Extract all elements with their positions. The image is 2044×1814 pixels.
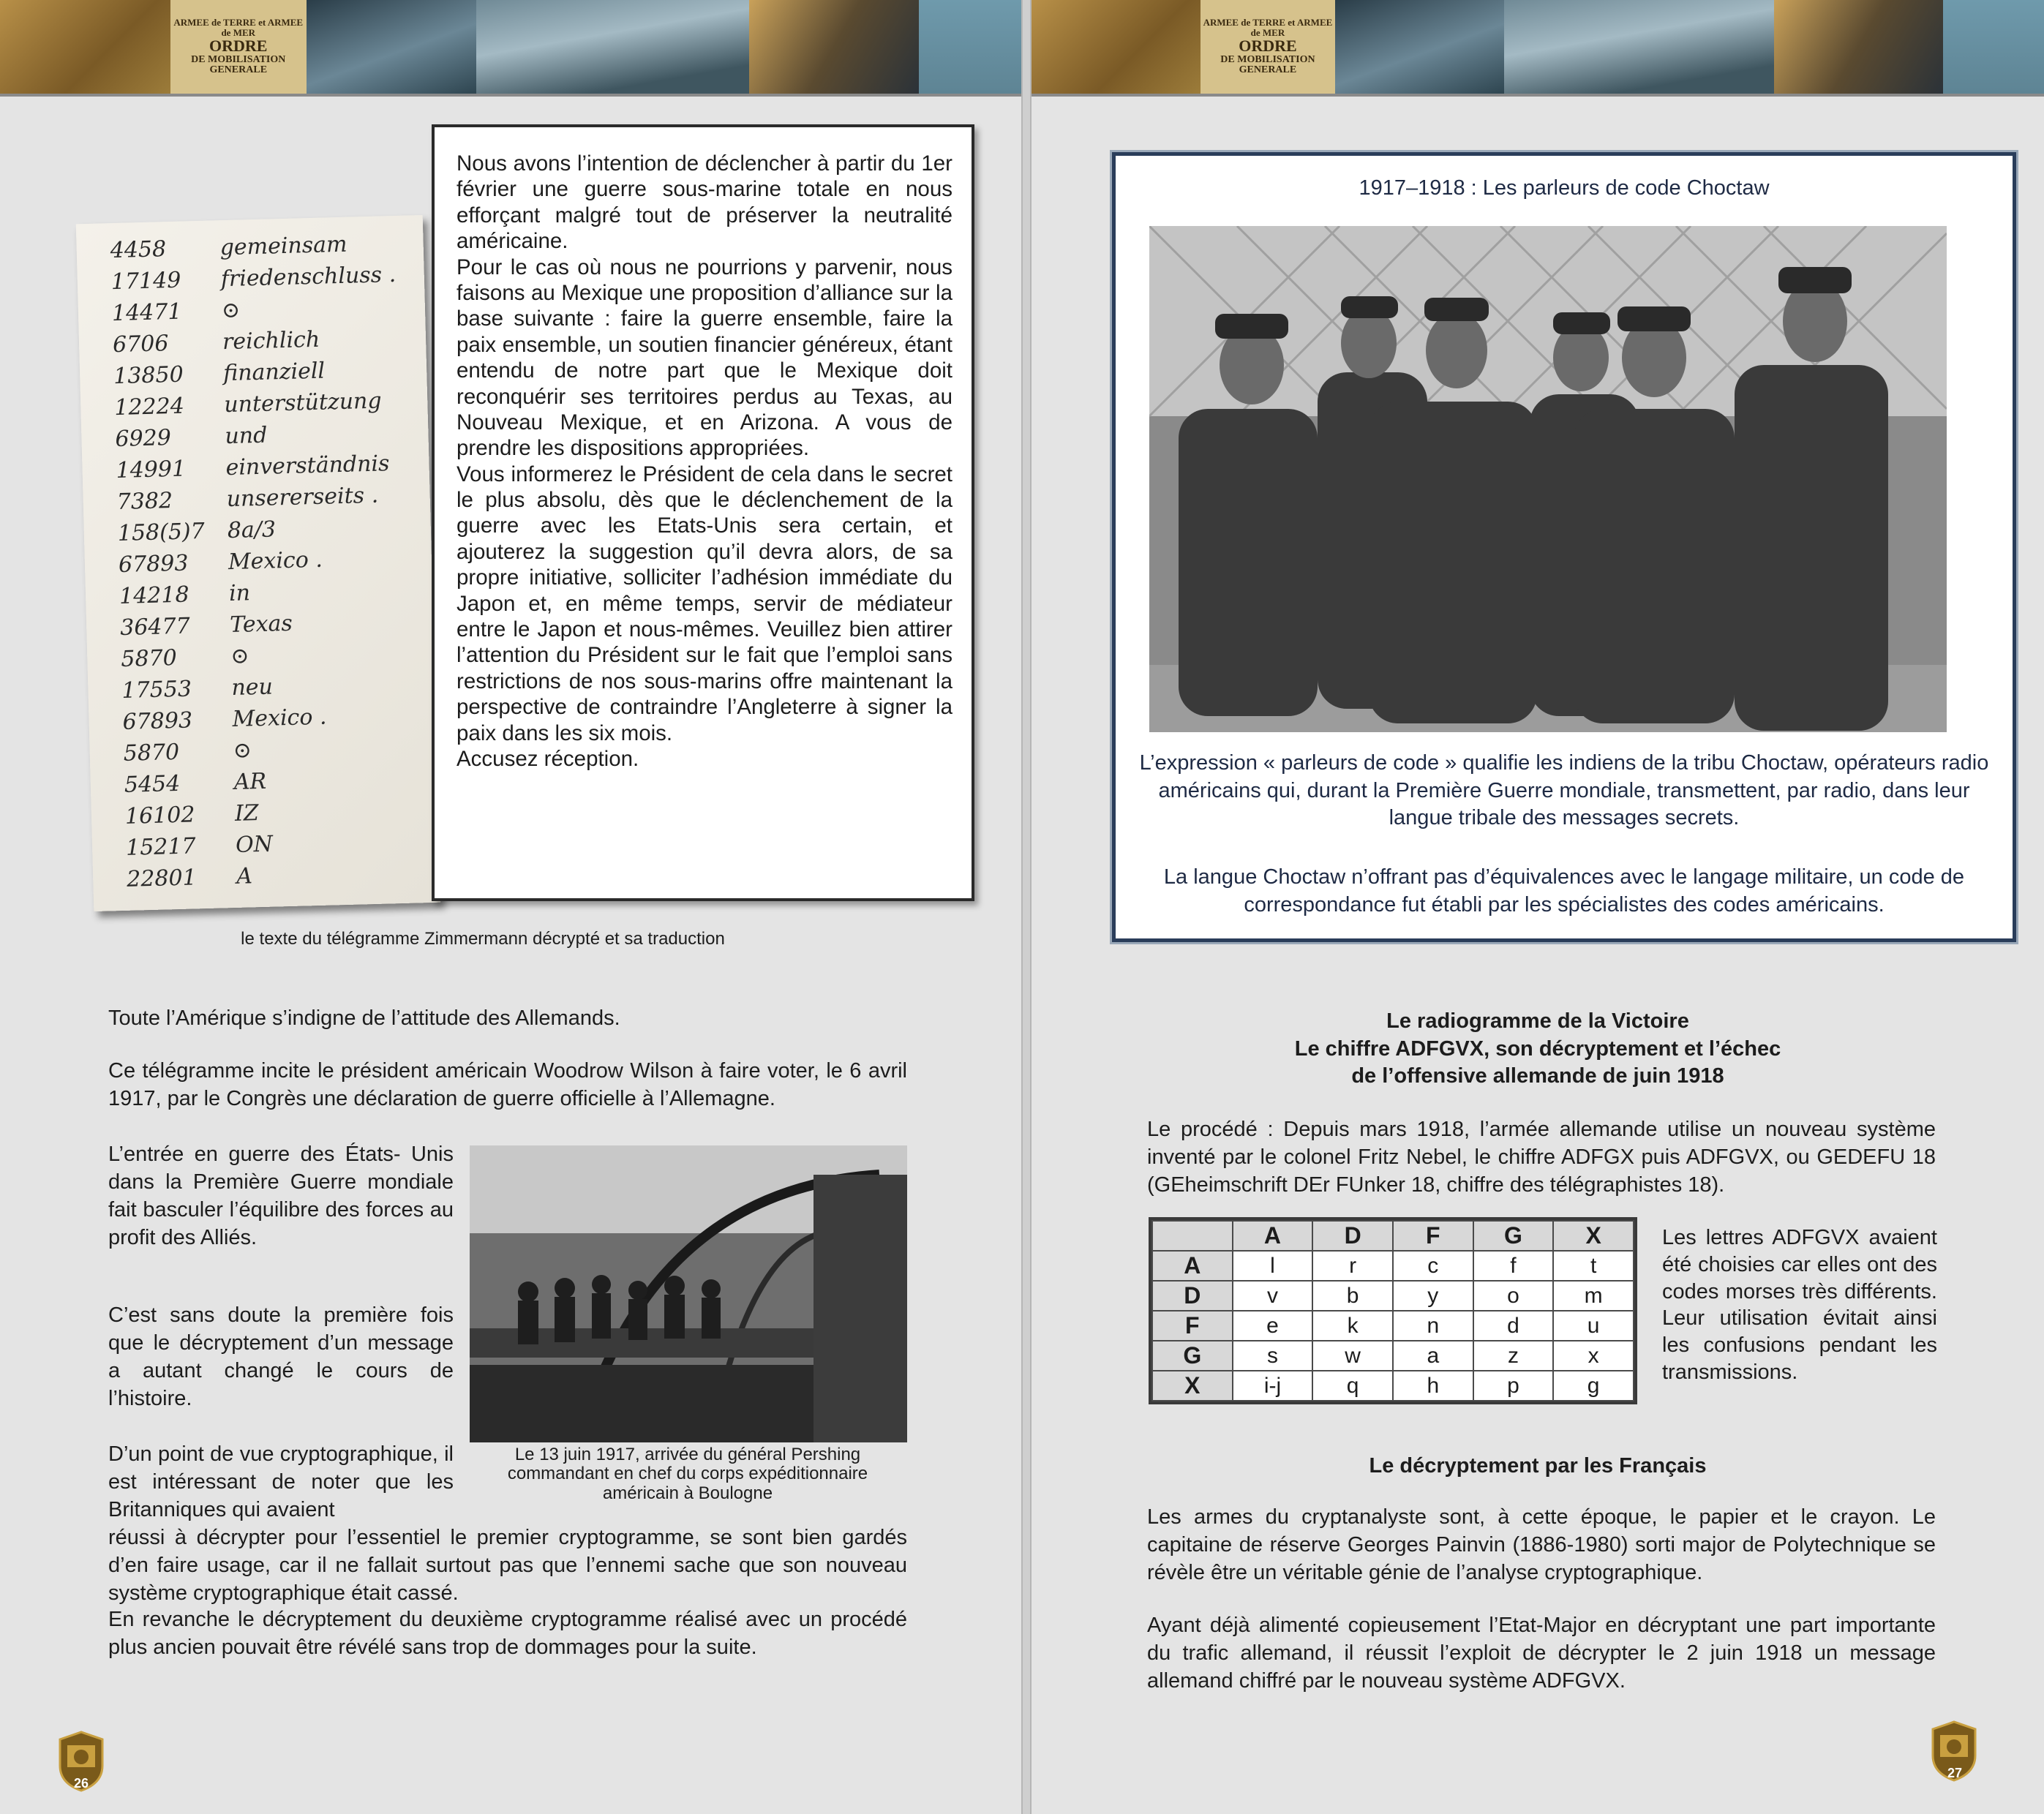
paragraph-revanche: En revanche le décryptement du deuxième cryptogramme réalisé avec un procédé plus ancien pouvait être révélé sans trop de dommages pour la suite. [108, 1608, 907, 1659]
grid-cell: a [1393, 1341, 1473, 1371]
telegram-row [113, 388, 382, 421]
translation-para-4: Accusez réception. [456, 746, 639, 771]
grid-row-header: D [1152, 1281, 1233, 1311]
telegram-row [123, 737, 252, 767]
choctaw-box-title: 1917–1918 : Les parleurs de code Choctaw [1359, 176, 1770, 200]
banner-sky-photo [919, 0, 1021, 94]
ordre-title-text-right: ORDRE [1239, 37, 1297, 56]
telegram-code: 13850 [113, 361, 184, 390]
banner-desk-photo-right [1335, 0, 1504, 94]
grid-cell: i-j [1233, 1371, 1313, 1401]
ordre-sub-text-right: DE MOBILISATION GENERALE [1220, 53, 1315, 76]
page-number-left: 26 [74, 1776, 89, 1791]
telegram-code: 14218 [119, 582, 189, 609]
telegram-image [76, 215, 440, 911]
telegram-caption: le texte du télégramme Zimmermann décrypté et sa traduction [241, 929, 725, 949]
right-page [1032, 0, 2044, 1814]
telegram-word: ⊙ [230, 643, 249, 670]
paragraph-premiere-fois: C’est sans doute la première fois que le décryptement d’un message a autant changé le cours de l’histoire. [108, 1303, 454, 1410]
grid-col-header: F [1393, 1221, 1473, 1251]
telegram-row [116, 451, 390, 484]
top-banner [0, 0, 1021, 97]
grid-cell: n [1393, 1311, 1473, 1341]
telegram-row [125, 831, 274, 861]
grid-col-header: X [1553, 1221, 1634, 1251]
telegram-row [115, 422, 268, 453]
paragraph-procede: Le procédé : Depuis mars 1918, l’armée allemande utilise un nouveau système inventé par le colonel Fritz Nebel, le chiffre ADFGX puis ADFGVX, ou GEDEFU 18 (GEheimschrift DEr FUnker 18, chiffre des télégraphistes 18). [1147, 1118, 1936, 1197]
telegram-code: 7382 [116, 488, 173, 516]
telegram-row [112, 326, 320, 358]
banner-mobilisation-poster [170, 0, 307, 94]
telegram-row [120, 643, 249, 672]
telegram-row [124, 800, 260, 829]
paragraph-wilson: Ce télégramme incite le président américain Woodrow Wilson à faire voter, le 6 avril 1917, par le Congrès une déclaration de guerre officielle à l’Allemagne. [108, 1059, 907, 1110]
grid-row-header: G [1152, 1341, 1233, 1371]
grid-cell: q [1312, 1371, 1393, 1401]
telegram-code: 12224 [113, 393, 185, 421]
telegram-row [116, 482, 379, 516]
telegram-word: gemeinsam [219, 231, 347, 261]
paragraph-cryptographique-end: réussi à décrypter pour l’essentiel le premier cryptogramme, se sont bien gardés d’en faire usage, car il ne fallait surtout pas que l’ennemi sache que son nouveau système cryptographique était cassé. [108, 1526, 907, 1605]
grid-row [1152, 1251, 1634, 1281]
banner-poster-image-right [1032, 0, 1201, 94]
paragraph-indignation: Toute l’Amérique s’indigne de l’attitude des Allemands. [108, 1006, 620, 1030]
telegram-row [111, 297, 241, 327]
grid-row-header: A [1152, 1251, 1233, 1281]
page-number-right: 27 [1947, 1766, 1963, 1780]
telegram-row [121, 674, 274, 704]
adfgvx-grid [1149, 1217, 1637, 1404]
top-banner-right [1032, 0, 2044, 97]
choctaw-caption-2: La langue Choctaw n’offrant pas d’équivalences avec le langage militaire, un code de correspondance fut établi par les spécialistes des codes américains. [1163, 865, 1965, 917]
paragraph-armes: Les armes du cryptanalyste sont, à cette époque, le papier et le crayon. Le capitaine de réserve Georges Painvin (1886-1980) sorti major de Polytechnique se révèle être un véritable génie de l’analyse cryptographique. [1147, 1505, 1936, 1584]
telegram-code: 5870 [120, 644, 178, 672]
grid-cell: f [1473, 1251, 1554, 1281]
heading-line-1: Le radiogramme de la Victoire [1386, 1009, 1689, 1033]
telegram-row [126, 863, 253, 892]
ordre-title-text: ORDRE [209, 37, 268, 56]
telegram-word: unterstützung [223, 388, 382, 418]
telegram-word: neu [230, 674, 274, 701]
left-page [0, 0, 1021, 1814]
grid-cell: m [1553, 1281, 1634, 1311]
grid-col-header: D [1312, 1221, 1393, 1251]
grid-corner-cell [1152, 1221, 1233, 1251]
telegram-word: Mexico . [228, 546, 323, 576]
choctaw-caption-1: L’expression « parleurs de code » qualifie les indiens de la tribu Choctaw, opérateurs radio américains qui, durant la Première Guerre mondiale, transmettent, par radio, dans leur langue tribale des messages secrets. [1139, 751, 1989, 830]
translation-para-3: Vous informerez le Président de cela dans le secret le plus absolu, dès que le déclenchement de la guerre avec les Etats-Unis sera certain, et ajouterez la suggestion qu’il devra alors, de sa propre initiative, solliciter l’adhésion immédiate du Japon et, en même temps, servir de médiateur entre le Japon et nous-mêmes. Veuillez bien attirer l’attention du Président sur le fait que l’emploi sans restrictions de nos sous-marins offre maintenant la perspective de contraindre l’Angleterre à signer la paix dans les six mois. [456, 462, 953, 745]
telegram-word: unsererseits . [226, 482, 379, 513]
grid-cell: u [1553, 1311, 1634, 1341]
telegram-code: 22801 [126, 865, 198, 892]
translation-box [432, 124, 974, 901]
telegram-code: 17149 [110, 267, 181, 296]
translation-para-2: Pour le cas où nous ne pourrions y parvenir, nous faisons au Mexique une proposition d’alliance sur la base suivante : faire la guerre ensemble, faire la paix ensemble, un soutien financier généreux, étant entendu de notre part que le Mexique doit reconquérir ses territoires perdus au Texas, au Nouveau Mexique, et en Arizona. A vous de prendre les dispositions appropriées. [456, 255, 953, 461]
adfgvx-table [1151, 1220, 1634, 1401]
grid-cell: s [1233, 1341, 1313, 1371]
grid-row-header: F [1152, 1311, 1233, 1341]
telegram-row [117, 516, 277, 547]
pershing-caption: Le 13 juin 1917, arrivée du général Pershing commandant en chef du corps expéditionnaire américain à Boulogne [507, 1445, 868, 1503]
telegram-row [124, 768, 267, 798]
telegram-code: 4458 [110, 236, 167, 264]
telegram-code: 6929 [115, 425, 172, 453]
grid-row [1152, 1311, 1634, 1341]
telegram-word: finanziell [222, 358, 326, 387]
banner-battlefield-photo-right [1504, 0, 1774, 94]
telegram-code: 36477 [119, 613, 191, 641]
grid-cell: k [1312, 1311, 1393, 1341]
telegram-word: ⊙ [233, 737, 252, 764]
telegram-code: 6706 [112, 331, 169, 358]
grid-cell: b [1312, 1281, 1393, 1311]
telegram-row [110, 231, 347, 264]
telegram-row [113, 358, 326, 390]
grid-row [1152, 1281, 1634, 1311]
telegram-word: Texas [229, 610, 293, 639]
grid-cell: y [1393, 1281, 1473, 1311]
ordre-sub-text: DE MOBILISATION GENERALE [191, 53, 286, 76]
telegram-row [110, 261, 397, 296]
ordre-top-text: ARMEE de TERRE et ARMEE de MER [173, 17, 304, 38]
telegram-word: und [224, 422, 268, 450]
telegram-row [119, 610, 293, 641]
book-gutter [1021, 0, 1032, 1814]
grid-note: Les lettres ADFGVX avaient été choisies car elles ont des codes morses très différents. Leur utilisation évitait ainsi les confusions pendant les transmissions. [1662, 1226, 1937, 1385]
paragraph-exploit: Ayant déjà alimenté copieusement l’Etat-Major en décryptant une part importante du trafic allemand, il réussit l’exploit de décrypter le 2 juin 1918 un message allemand chiffré par le nouveau système ADFGVX. [1147, 1614, 1936, 1693]
grid-cell: o [1473, 1281, 1554, 1311]
telegram-word: AR [233, 768, 267, 795]
grid-cell: t [1553, 1251, 1634, 1281]
telegram-word: A [236, 863, 253, 889]
telegram-word: einverständnis [225, 451, 390, 481]
subheading-francais: Le décryptement par les Français [1369, 1454, 1707, 1478]
telegram-word: in [228, 580, 251, 607]
telegram-code: 15217 [125, 833, 196, 861]
telegram-word: IZ [234, 800, 260, 827]
telegram-word: friedenschluss . [220, 261, 397, 293]
banner-poster-image [0, 0, 170, 94]
grid-cell: h [1393, 1371, 1473, 1401]
grid-cell: d [1473, 1311, 1554, 1341]
paragraph-cryptographique-start: D’un point de vue cryptographique, il est intéressant de noter que les Britanniques qui avaient [108, 1442, 454, 1521]
telegram-word: Mexico . [232, 704, 327, 732]
choctaw-soldiers-photo [1149, 226, 1947, 732]
telegram-word: 8a/3 [227, 516, 277, 544]
choctaw-box [1112, 152, 2016, 942]
grid-col-header: A [1233, 1221, 1313, 1251]
translation-para-1: Nous avons l’intention de déclencher à partir du 1er février une guerre sous-marine totale en nous efforçant malgré tout de préserver la neutralité américaine. [456, 151, 953, 254]
pershing-photo [470, 1145, 907, 1442]
banner-mobilisation-poster-right [1201, 0, 1336, 94]
telegram-word: reichlich [222, 326, 320, 355]
banner-desk-photo [307, 0, 477, 94]
telegram-row [122, 704, 327, 735]
banner-battlefield-photo [476, 0, 748, 94]
ordre-top-text-right: ARMEE de TERRE et ARMEE de MER [1203, 17, 1333, 38]
heading-line-2: Le chiffre ADFGVX, son décryptement et l’échec [1294, 1036, 1781, 1061]
grid-cell: v [1233, 1281, 1313, 1311]
grid-cell: r [1312, 1251, 1393, 1281]
grid-cell: c [1393, 1251, 1473, 1281]
telegram-code: 5870 [123, 739, 180, 767]
banner-sky-photo-right [1943, 0, 2044, 94]
grid-col-header: G [1473, 1221, 1554, 1251]
telegram-word: ON [235, 831, 274, 858]
telegram-row [119, 580, 251, 609]
section-heading [1032, 1008, 2044, 1091]
banner-soldiers-photo-right [1774, 0, 1943, 94]
telegram-row [118, 546, 323, 578]
telegram-code: 17553 [121, 676, 192, 704]
grid-cell: l [1233, 1251, 1313, 1281]
telegram-code: 158(5)7 [117, 518, 206, 547]
telegram-word: ⊙ [221, 297, 241, 324]
telegram-code: 67893 [118, 550, 189, 578]
telegram-code: 14471 [111, 298, 182, 327]
heading-line-3: de l’offensive allemande de juin 1918 [1351, 1064, 1724, 1088]
paragraph-entree-guerre: L’entrée en guerre des États- Unis dans la Première Guerre mondiale fait basculer l’équilibre des forces au profit des Alliés. [108, 1143, 454, 1249]
grid-row [1152, 1371, 1634, 1401]
grid-row [1152, 1341, 1634, 1371]
telegram-code: 5454 [124, 770, 181, 798]
telegram-code: 67893 [122, 707, 193, 735]
grid-cell: x [1553, 1341, 1634, 1371]
grid-cell: p [1473, 1371, 1554, 1401]
telegram-code: 14991 [116, 456, 187, 484]
grid-cell: w [1312, 1341, 1393, 1371]
banner-soldiers-photo [749, 0, 920, 94]
grid-cell: z [1473, 1341, 1554, 1371]
grid-cell: g [1553, 1371, 1634, 1401]
telegram-code: 16102 [124, 802, 195, 829]
grid-cell: e [1233, 1311, 1313, 1341]
grid-header-row [1152, 1221, 1634, 1251]
grid-row-header: X [1152, 1371, 1233, 1401]
